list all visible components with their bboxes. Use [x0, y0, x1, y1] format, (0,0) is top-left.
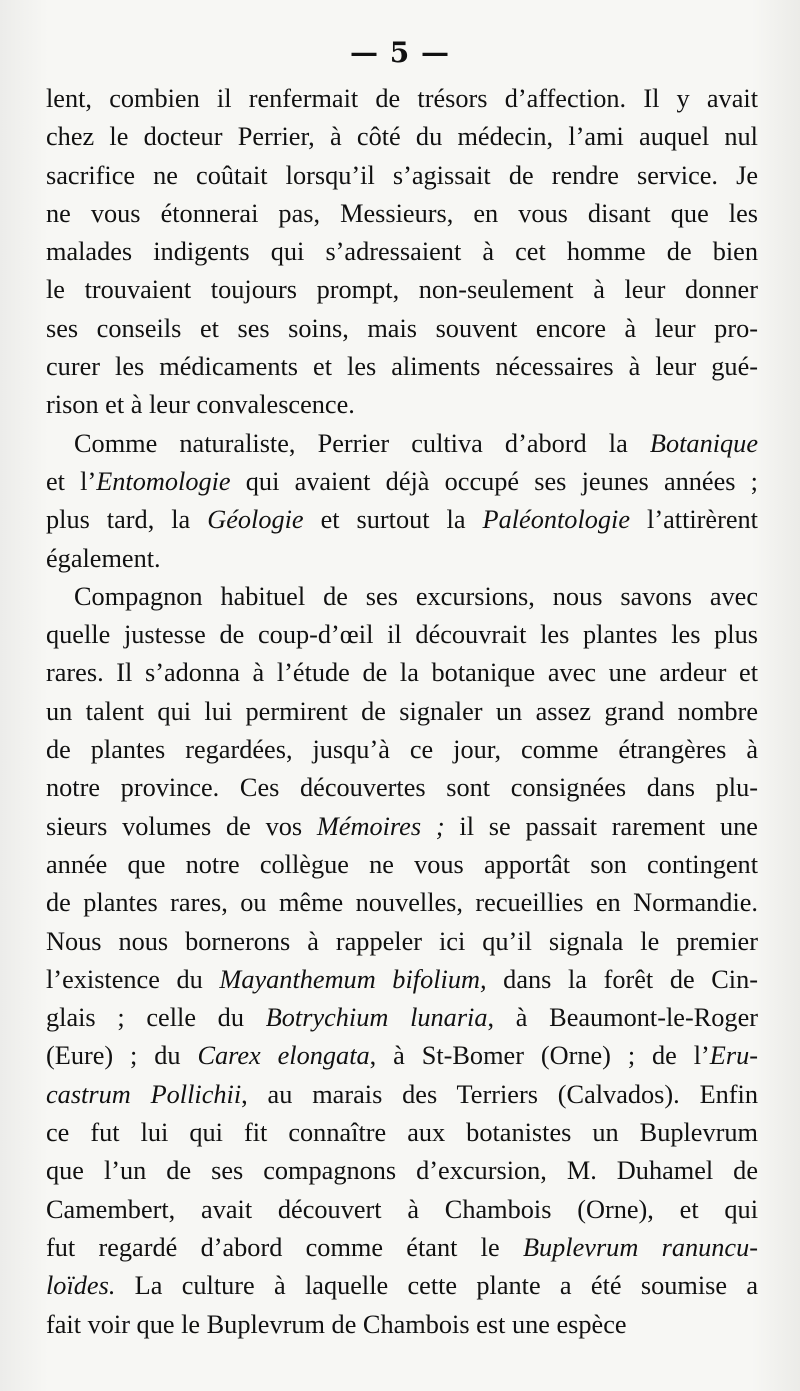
text-line: ses conseils et ses soins, mais souvent encore à leur pro- [46, 313, 758, 343]
text-line: Compagnon habituel de ses excursions, nous savons avec [74, 581, 758, 611]
text-line: année que notre collègue ne vous apportât son contingent [46, 849, 758, 879]
paragraph [46, 578, 758, 1344]
text-line: ce fut lui qui fit connaître aux botanistes un Buplevrum [46, 1118, 758, 1148]
text-line: notre province. Ces découvertes sont consignées dans plu- [46, 773, 758, 803]
text-line: et l’Entomologie qui avaient déjà occupé ses jeunes années ; [46, 466, 758, 496]
text-line: (Eure) ; du Carex elongata, à St-Bomer (Orne) ; de l’Eru- [46, 1041, 758, 1071]
text-line: malades indigents qui s’adressaient à cet homme de bien [46, 237, 758, 267]
text-line: lent, combien il renfermait de trésors d’affection. Il y avait [46, 84, 758, 113]
text-line: fut regardé d’abord comme étant le Buplevrum ranuncu- [46, 1232, 758, 1262]
body-text [46, 80, 758, 1344]
text-line: rares. Il s’adonna à l’étude de la botanique avec une ardeur et [46, 658, 758, 688]
text-line: le trouvaient toujours prompt, non-seulement à leur donner [46, 275, 758, 305]
text-line: également. [46, 543, 161, 573]
text-line: de plantes regardées, jusqu’à ce jour, comme étrangères à [46, 735, 758, 765]
text-line: quelle justesse de coup-d’œil il découvrait les plantes les plus [46, 620, 758, 650]
text-line: fait voir que le Buplevrum de Chambois est une espèce [46, 1309, 627, 1339]
text-line: que l’un de ses compagnons d’excursion, M. Duhamel de [46, 1156, 758, 1186]
text-line: de plantes rares, ou même nouvelles, recueillies en Normandie. [46, 888, 758, 918]
text-line: rison et à leur convalescence. [46, 390, 355, 420]
page-number: — 5 — [350, 36, 450, 69]
text-line: ne vous étonnerai pas, Messieurs, en vous disant que les [46, 198, 758, 228]
text-line: sacrifice ne coûtait lorsqu’il s’agissait de rendre service. Je [46, 160, 758, 190]
text-line: chez le docteur Perrier, à côté du médecin, l’ami auquel nul [46, 122, 758, 152]
text-line: castrum Pollichii, au marais des Terriers (Calvados). Enfin [46, 1079, 758, 1109]
text-line: Nous nous bornerons à rappeler ici qu’il signala le premier [46, 926, 758, 956]
paragraph [46, 425, 758, 578]
text-line: Comme naturaliste, Perrier cultiva d’abord la Botanique [74, 428, 758, 458]
text-line: glais ; celle du Botrychium lunaria, à Beaumont-le-Roger [46, 1003, 758, 1033]
text-line: un talent qui lui permirent de signaler un assez grand nombre [46, 696, 758, 726]
text-line: curer les médicaments et les aliments nécessaires à leur gué- [46, 352, 758, 382]
text-line: Camembert, avait découvert à Chambois (Orne), et qui [46, 1194, 758, 1224]
text-line: sieurs volumes de vos Mémoires ; il se passait rarement une [46, 811, 758, 841]
text-line: l’existence du Mayanthemum bifolium, dans la forêt de Cin- [46, 964, 758, 994]
text-line: plus tard, la Géologie et surtout la Paléontologie l’attirèrent [46, 505, 758, 535]
paragraph [46, 80, 758, 425]
text-line: loïdes. La culture à laquelle cette plante a été soumise a [46, 1271, 758, 1301]
